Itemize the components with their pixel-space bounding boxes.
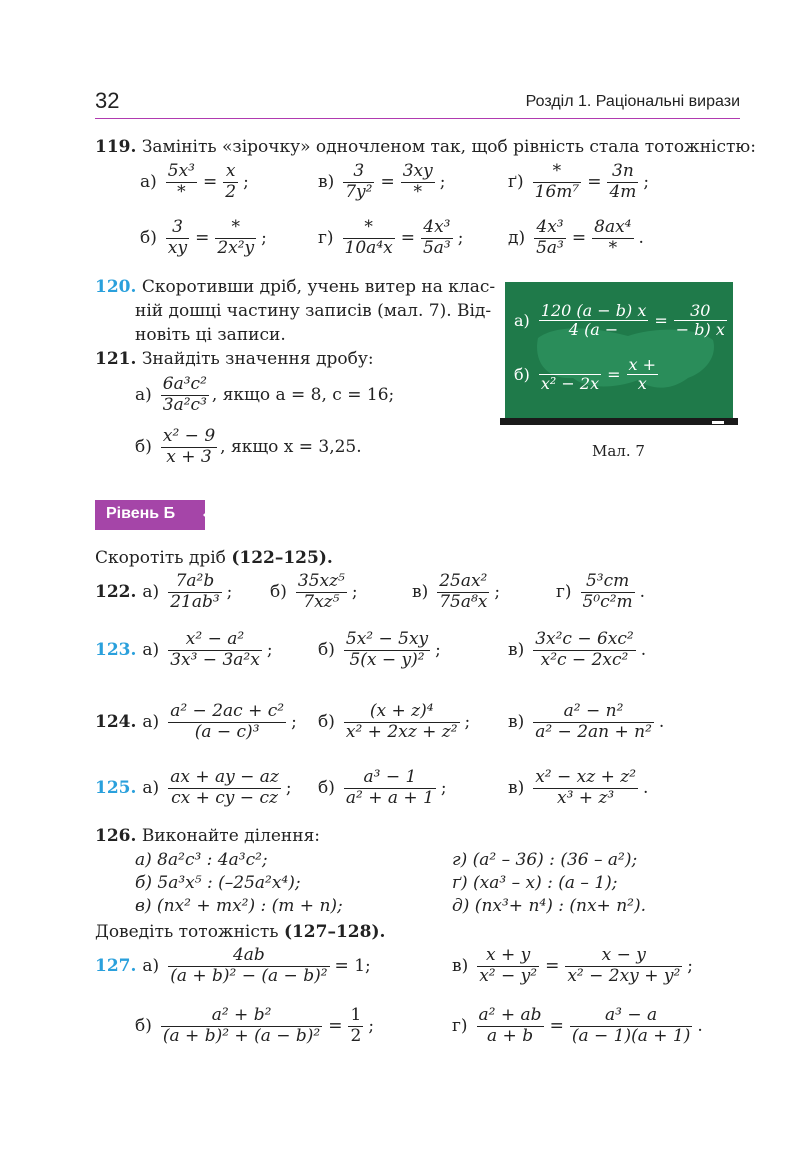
page-number: 32 bbox=[95, 88, 120, 113]
problem-125: 125. а) $\frac{ax + ay - az}{cx + cy - cz}$ ; bbox=[95, 767, 292, 808]
board-equation-a: а) $\frac{120 (a - b) x}{4 (a -}$ = $\frac{30}{- b) x}$ bbox=[514, 301, 725, 340]
problem-124: 124. а) $\frac{\text{a² − 2ac + c²}}{\text{(a − c)³}}$ ; bbox=[95, 701, 297, 742]
p127-item-g: г) $\frac{\text{a² + ab}}{a + b}$ = $\frac{\text{a³ − a}}{(a - 1)(a + 1)}$ . bbox=[452, 1005, 703, 1046]
header-rule bbox=[95, 118, 740, 119]
section-title: Розділ 1. Раціональні вирази bbox=[525, 93, 740, 110]
problem-127-a: 127. а) $\frac{4ab}{\text{(a + b)² − (a − b)²}}$ = 1; bbox=[95, 945, 371, 986]
p127-item-b: б) $\frac{\text{a² + b²}}{\text{(a + b)² + (a − b)²}}$ = $\frac{1}{2}$ ; bbox=[135, 1005, 375, 1046]
level-badge-text: Рівень Б bbox=[106, 505, 176, 522]
problem-125-number: 125. bbox=[95, 778, 137, 799]
p126-left-2: б) 5a³x⁵ : (–25a²x⁴); bbox=[135, 873, 301, 893]
board-equation-b: б) x² − 2x = $\frac{x +}{x}$ bbox=[514, 355, 657, 394]
p119-item-g-ukr: ґ) $\frac{*}{\text{16m⁷}}$ = $\frac{3n}{4m}$ ; bbox=[508, 161, 650, 202]
problem-119-number: 119. bbox=[95, 137, 137, 157]
p126-right-1: г) (a² – 36) : (36 – a²); bbox=[452, 850, 638, 870]
chalk-piece bbox=[712, 421, 724, 424]
problem-120-line-1: 120. Скоротивши дріб, учень витер на клас- bbox=[95, 277, 496, 297]
problem-127-number: 127. bbox=[95, 956, 137, 977]
p126-right-3: д) (nx³+ n⁴) : (nx+ n²). bbox=[452, 896, 646, 916]
p126-right-2: ґ) (xa³ – x) : (a – 1); bbox=[452, 873, 618, 893]
problem-123-number: 123. bbox=[95, 640, 137, 661]
instruction-reduce: Скоротіть дріб (122–125). bbox=[95, 548, 333, 568]
p125-item-b: б) $\frac{\text{a³ − 1}}{\text{a² + a + 1}}$ ; bbox=[318, 767, 447, 808]
p126-left-3: в) (nx² + mx²) : (m + n); bbox=[135, 896, 343, 916]
problem-121-statement: 121. Знайдіть значення дробу: bbox=[95, 349, 374, 369]
p121-item-a: а) $\frac{\text{6a³c²}}{\text{3a²c³}}$ , якщо a = 8, c = 16; bbox=[135, 374, 395, 415]
p124-item-b: б) $\frac{\text{(x + z)⁴}}{\text{x² + 2xz + z²}}$ ; bbox=[318, 701, 471, 742]
p125-item-v: в) $\frac{\text{x² − xz + z²}}{\text{x³ + z³}}$ . bbox=[508, 767, 649, 808]
p127-item-v: в) $\frac{x + y}{\text{x² − y²}}$ = $\frac{x - y}{\text{x² − 2xy + y²}}$ ; bbox=[452, 945, 693, 986]
p123-item-b: б) $\frac{\text{5x² − 5xy}}{\text{5(x − y)²}}$ ; bbox=[318, 629, 441, 670]
p122-item-v: в) $\frac{\text{25ax²}}{\text{75a⁸x}}$ ; bbox=[412, 571, 501, 612]
p126-left-1: а) 8a²c³ : 4a³c²; bbox=[135, 850, 268, 870]
problem-119-statement bbox=[95, 137, 756, 157]
p119-item-a: а) $\frac{\text{5x³}}{*}$ = $\frac{x}{2}$ ; bbox=[140, 161, 249, 202]
problem-124-number: 124. bbox=[95, 712, 137, 733]
p119-item-v: в) $\frac{3}{\text{7y²}}$ = $\frac{3xy}{*}$ ; bbox=[318, 161, 446, 202]
chalkboard-ledge bbox=[500, 418, 738, 425]
problem-126-statement: 126. Виконайте ділення: bbox=[95, 826, 321, 846]
problem-120-number: 120. bbox=[95, 277, 137, 297]
p123-item-v: в) $\frac{\text{3x²c − 6xc²}}{\text{x²c − 2xc²}}$ . bbox=[508, 629, 647, 670]
p122-item-b: б) $\frac{\text{35xz⁵}}{\text{7xz⁵}}$ ; bbox=[270, 571, 358, 612]
problem-121-number: 121. bbox=[95, 349, 137, 369]
p119-item-b: б) $\frac{3}{xy}$ = $\frac{*}{\text{2x²y}}$ ; bbox=[140, 217, 267, 258]
instruction-prove: Доведіть тотожність (127–128). bbox=[95, 922, 386, 942]
problem-119-text: Замініть «зірочку» одночленом так, щоб рівність стала тотожністю: bbox=[141, 137, 756, 157]
problem-120-line-3: новіть ці записи. bbox=[135, 325, 286, 345]
p119-item-d: д) $\frac{\text{4x³}}{\text{5a³}}$ = $\frac{\text{8ax⁴}}{*}$ . bbox=[508, 217, 644, 258]
problem-122-number: 122. bbox=[95, 582, 137, 603]
p121-item-b: б) $\frac{\text{x² − 9}}{x + 3}$ , якщо x = 3,25. bbox=[135, 426, 362, 467]
problem-126-number: 126. bbox=[95, 826, 137, 846]
figure-caption: Мал. 7 bbox=[592, 442, 645, 460]
problem-120-line-2: ній дошці частину записів (мал. 7). Від- bbox=[135, 301, 492, 321]
p124-item-v: в) $\frac{\text{a² − n²}}{\text{a² − 2an + n²}}$ . bbox=[508, 701, 665, 742]
problem-122: 122. а) $\frac{\text{7a²b}}{\text{21ab³}}$ ; bbox=[95, 571, 233, 612]
problem-123: 123. а) $\frac{\text{x² − a²}}{\text{3x³ − 3a²x}}$ ; bbox=[95, 629, 273, 670]
p122-item-h: г) $\frac{\text{5³cm}}{\text{5⁰c²m}}$ . bbox=[556, 571, 646, 612]
p119-item-h: г) $\frac{*}{\text{10a⁴x}}$ = $\frac{\text{4x³}}{\text{5a³}}$ ; bbox=[318, 217, 464, 258]
